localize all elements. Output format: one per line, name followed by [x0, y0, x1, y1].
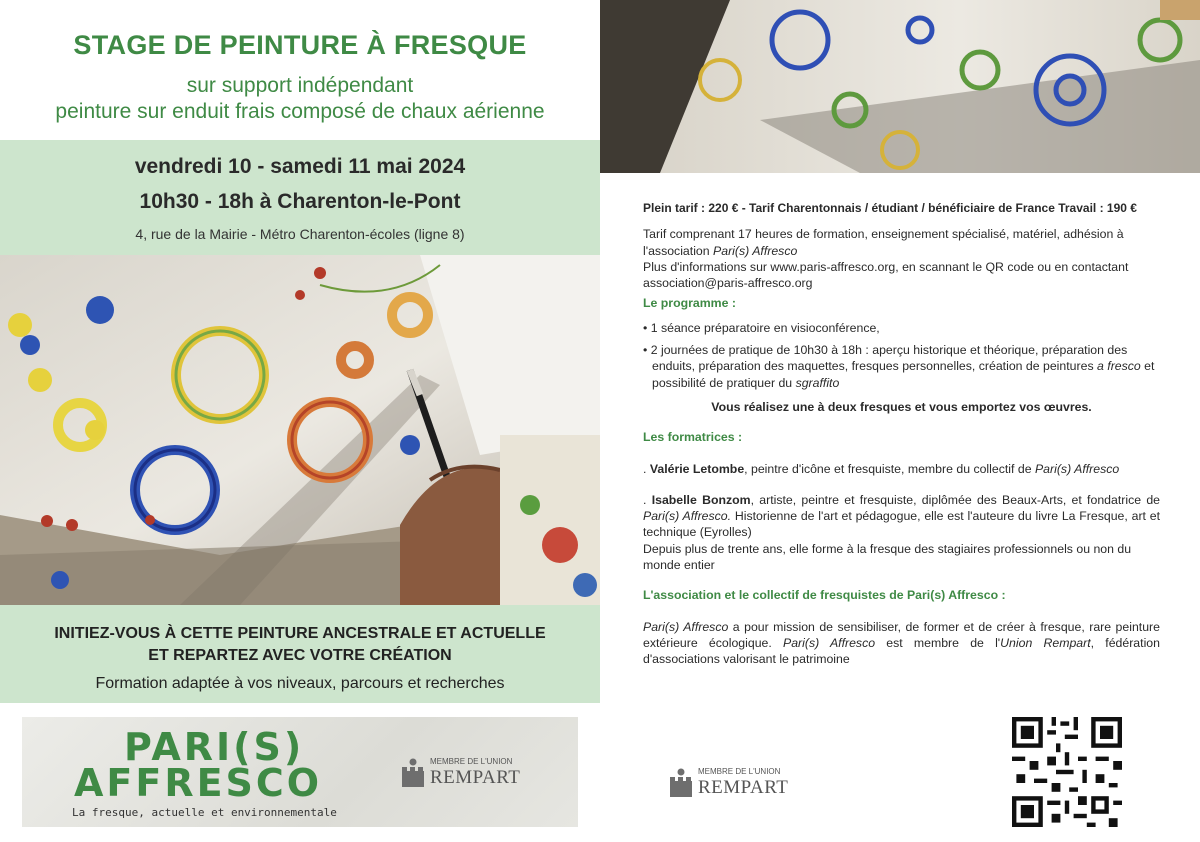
- programme-item-2-afresco: a fresco: [1097, 359, 1141, 374]
- association-text-a: a pour mission de sensibiliser, de former et de créer à fresque, rare peinture extérieure écologique.: [643, 619, 1160, 650]
- event-dates: vendredi 10 - samedi 11 mai 2024: [134, 155, 466, 178]
- rempart-name: REMPART: [698, 777, 789, 798]
- isabelle-name: Isabelle Bonzom: [651, 492, 751, 507]
- tagline-line-1: INITIEZ-VOUS À CETTE PEINTURE ANCESTRALE ET ACTUELLE: [54, 625, 546, 642]
- programme-item-1: • 1 séance préparatoire en visioconférence,: [643, 320, 880, 335]
- association-heading: L'association et le collectif de fresquistes de Pari(s) Affresco :: [643, 588, 1006, 603]
- isabelle-org: Pari(s) Affresco.: [643, 509, 732, 524]
- programme-item-2-sgraffito: sgraffito: [795, 375, 840, 390]
- association-text-b: est membre de l': [875, 635, 1001, 650]
- pricing-includes-text: Tarif comprenant 17 heures de formation, enseignement spécialisé, matériel, adhésion à l'association: [643, 227, 1124, 258]
- formatrice-isabelle: [643, 492, 1160, 541]
- logo-tagline: La fresque, actuelle et environnementale: [72, 806, 337, 819]
- logo-paris: PARI(S): [124, 725, 305, 769]
- isabelle-text-a: , artiste, peintre et fresquiste, diplômée des Beaux-Arts, et fondatrice de: [750, 492, 1161, 507]
- right-column: [600, 0, 1200, 842]
- isabelle-prefix: .: [643, 492, 652, 507]
- event-hours-place: 10h30 - 18h à Charenton-le-Pont: [139, 190, 461, 213]
- tagline-line-3: Formation adaptée à vos niveaux, parcours et recherches: [95, 675, 505, 692]
- pricing-includes-org: Pari(s) Affresco: [713, 243, 798, 258]
- qr-code-icon[interactable]: [1012, 717, 1122, 827]
- isabelle-text-b: Historienne de l'art et pédagogue, elle est l'auteure du livre La Fresque, art et technique (Eyrolles): [643, 509, 1160, 540]
- page-title: STAGE DE PEINTURE À FRESQUE: [73, 30, 527, 60]
- rempart-prefix: MEMBRE DE L'UNION: [698, 767, 781, 776]
- isabelle-more: Depuis plus de trente ans, elle forme à la fresque des stagiaires professionnels ou non du monde entier: [643, 541, 1132, 573]
- logo-affresco: AFFRESCO: [74, 761, 323, 805]
- subtitle-technique: peinture sur enduit frais composé de chaux aérienne: [55, 100, 545, 123]
- association-text-c: , fédération d'associations valorisant le patrimoine: [643, 635, 1160, 667]
- association-org-1: Pari(s) Affresco: [643, 619, 729, 634]
- rempart-prefix: MEMBRE DE L'UNION: [430, 757, 513, 766]
- details-content: [643, 200, 1160, 668]
- programme-item-2-text-2: et possibilité de pratiquer du: [652, 359, 1155, 390]
- tagline-line-2: ET REPARTEZ AVEC VOTRE CRÉATION: [148, 647, 452, 664]
- rempart-icon: [398, 757, 428, 789]
- fresco-painting-photo: [0, 255, 600, 605]
- association-union: Union Rempart: [1000, 635, 1091, 650]
- pricing-includes: [643, 226, 1160, 259]
- association-text: [643, 619, 1160, 668]
- rempart-icon: [666, 767, 696, 799]
- tagline-band: [0, 605, 600, 703]
- valerie-org: Pari(s) Affresco: [1034, 461, 1120, 476]
- paris-affresco-logo-panel: [22, 717, 578, 827]
- event-address: 4, rue de la Mairie - Métro Charenton-écoles (ligne 8): [135, 226, 465, 242]
- formatrice-valerie: [643, 461, 1160, 477]
- pricing-info: Plus d'informations sur www.paris-affresco.org, en scannant le QR code ou en contactant association@paris-affresco.org: [643, 259, 1129, 291]
- valerie-text: , peintre d'icône et fresquiste, membre du collectif de: [744, 461, 1035, 476]
- formatrices-heading: Les formatrices :: [643, 430, 743, 445]
- programme-item-2-text: • 2 journées de pratique de 10h30 à 18h : aperçu historique et théorique, préparation des enduits, préparation des maquettes, fresques personnelles, création de peintures: [643, 343, 1128, 374]
- subtitle-support: sur support indépendant: [186, 74, 414, 97]
- programme-heading: Le programme :: [643, 296, 736, 311]
- fresco-detail-photo: [600, 0, 1200, 173]
- programme-highlight: Vous réalisez une à deux fresques et vous emportez vos œuvres.: [711, 399, 1092, 414]
- valerie-prefix: .: [643, 461, 650, 476]
- association-org-2: Pari(s) Affresco: [783, 635, 876, 650]
- pricing-tarif: Plein tarif : 220 € - Tarif Charentonnais / étudiant / bénéficiaire de France Travail : 190 €: [643, 201, 1137, 215]
- rempart-name: REMPART: [430, 767, 521, 788]
- event-info-band: [0, 140, 600, 255]
- valerie-name: Valérie Letombe: [649, 461, 745, 476]
- programme-item-2: [643, 342, 1160, 391]
